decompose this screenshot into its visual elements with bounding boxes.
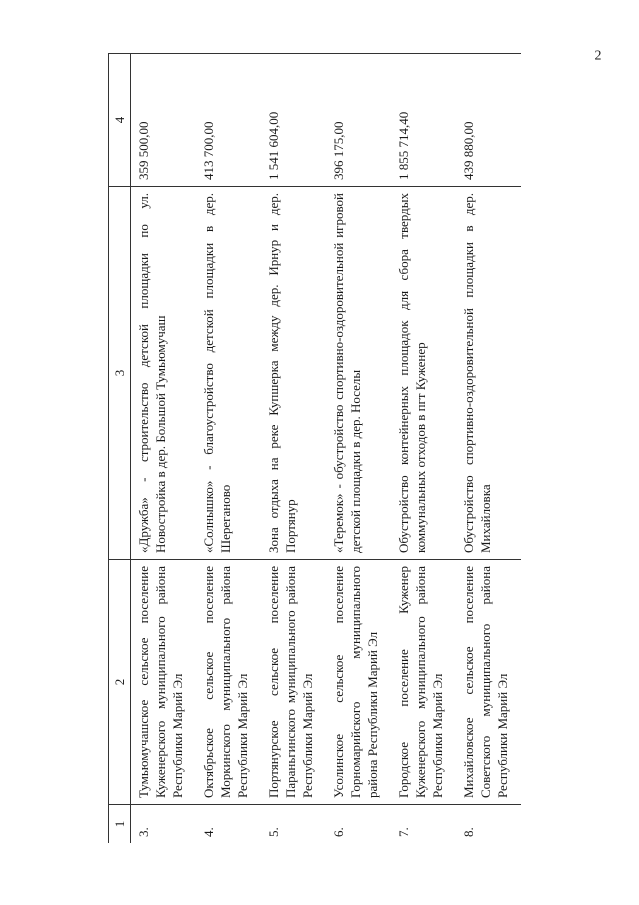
project-description: «Теремок» - обустройство спортивно-оздоровительной игровой детской площадки в дер. Носелы xyxy=(326,187,391,560)
settlement-name: Портянурское сельское поселение Параньгинского муниципального района Республики Марий Эл xyxy=(261,560,326,805)
row-number: 4. xyxy=(201,827,216,837)
project-description: «Солнышко» - благоустройство детской площадки в дер. Шереганово xyxy=(196,187,261,560)
grant-amount: 359 500,00 xyxy=(131,54,197,187)
grant-amount: 396 175,00 xyxy=(326,54,391,187)
table-row xyxy=(261,54,326,844)
grants-table xyxy=(108,53,521,843)
settlement-name: Тумьюмучашское сельское поселение Куженерского муниципального района Республики Марий Эл xyxy=(131,560,197,805)
table-row xyxy=(196,54,261,844)
grant-amount: 1 855 714,40 xyxy=(391,54,456,187)
table-row xyxy=(131,54,197,844)
settlement-name: Городское поселение Куженер Куженерского муниципального района Республики Марий Эл xyxy=(391,560,456,805)
header-col-1: 1 xyxy=(109,805,131,844)
grant-amount: 1 541 604,00 xyxy=(261,54,326,187)
row-number: 7. xyxy=(396,827,411,837)
settlement-name: Михайловское сельское поселение Советского муниципального района Республики Марий Эл xyxy=(456,560,521,805)
table-row xyxy=(326,54,391,844)
grant-amount: 439 880,00 xyxy=(456,54,521,187)
grant-amount: 413 700,00 xyxy=(196,54,261,187)
project-description: Зона отдыха на реке Купшерка между дер. Ирнур и дер. Портянур xyxy=(261,187,326,560)
header-col-2: 2 xyxy=(109,560,131,805)
header-col-4: 4 xyxy=(109,54,131,187)
header-col-3: 3 xyxy=(109,187,131,560)
row-number: 8. xyxy=(461,827,476,837)
project-description: Обустройство контейнерных площадок для сбора твердых коммунальных отходов в пгт Куженер xyxy=(391,187,456,560)
table-row xyxy=(391,54,456,844)
row-number: 5. xyxy=(266,827,281,837)
page-number: 2 xyxy=(594,48,602,64)
project-description: Обустройство спортивно-оздоровительной площадки в дер. Михайловка xyxy=(456,187,521,560)
row-number: 6. xyxy=(331,827,346,837)
project-description: «Дружба» - строительство детской площадки по ул. Новостройка в дер. Большой Тумьюмучаш xyxy=(131,187,197,560)
table-row xyxy=(456,54,521,844)
row-number: 3. xyxy=(136,827,151,837)
table-header-row xyxy=(109,54,131,844)
settlement-name: Усолинское сельское поселение Горномарийского муниципального района Республики Марий Эл xyxy=(326,560,391,805)
settlement-name: Октябрьское сельское поселение Моркинского муниципального района Республики Марий Эл xyxy=(196,560,261,805)
